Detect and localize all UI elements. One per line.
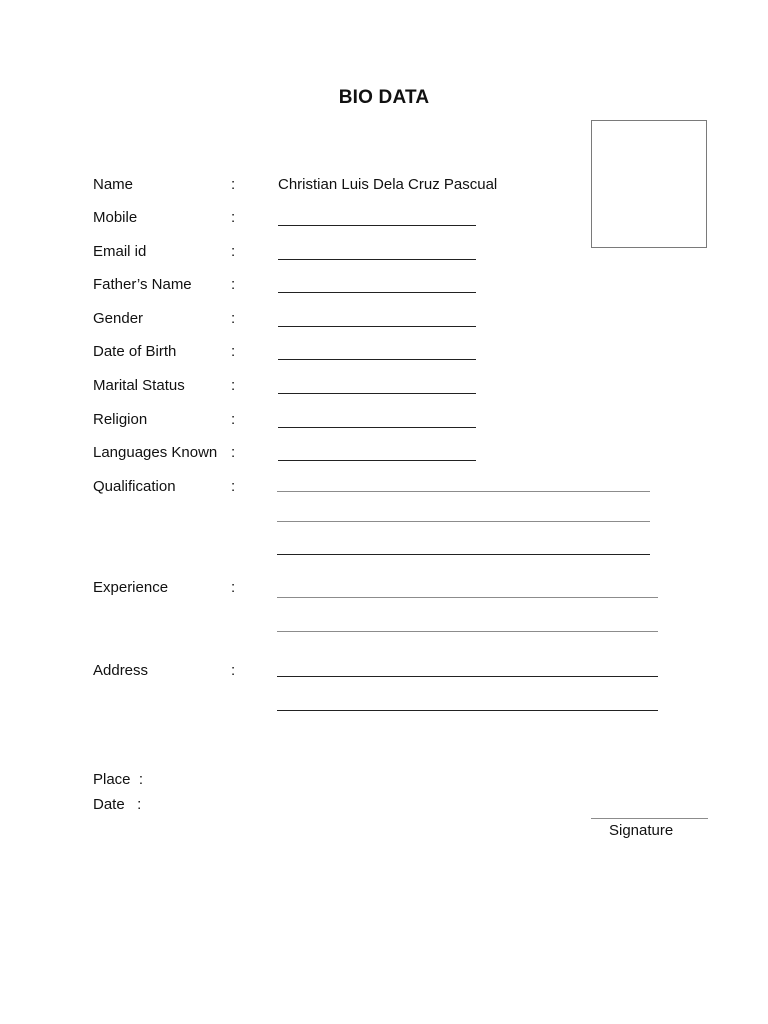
mobile-blank-line: [278, 225, 476, 226]
gender-label: Gender: [93, 310, 144, 327]
gender-colon: :: [231, 310, 236, 327]
qualification-blank-line-3: [277, 554, 650, 555]
father-name-blank-line: [278, 292, 476, 293]
religion-label: Religion: [93, 411, 148, 428]
languages-label: Languages Known: [93, 444, 218, 461]
father-name-label: Father’s Name: [93, 276, 192, 293]
experience-label: Experience: [93, 579, 169, 596]
experience-colon: :: [231, 579, 236, 596]
mobile-colon: :: [231, 209, 236, 226]
dob-colon: :: [231, 343, 236, 360]
father-name-colon: :: [231, 276, 236, 293]
gender-blank-line: [278, 326, 476, 327]
marital-status-label: Marital Status: [93, 377, 185, 394]
address-colon: :: [231, 662, 236, 679]
name-label: Name: [93, 176, 134, 193]
photo-placeholder: [591, 120, 707, 248]
email-colon: :: [231, 243, 236, 260]
signature-line: [591, 818, 708, 819]
qualification-blank-line-1: [277, 491, 650, 492]
place-label: Place :: [93, 771, 144, 788]
languages-colon: :: [231, 444, 236, 461]
date-label: Date :: [93, 796, 142, 813]
qualification-label: Qualification: [93, 478, 176, 495]
religion-colon: :: [231, 411, 236, 428]
religion-blank-line: [278, 427, 476, 428]
mobile-label: Mobile: [93, 209, 138, 226]
page-title: BIO DATA: [338, 87, 430, 108]
languages-blank-line: [278, 460, 476, 461]
address-blank-line-1: [277, 676, 658, 677]
experience-blank-line-2: [277, 631, 658, 632]
marital-status-colon: :: [231, 377, 236, 394]
email-label: Email id: [93, 243, 147, 260]
name-colon: :: [231, 176, 236, 193]
qualification-blank-line-2: [277, 521, 650, 522]
experience-blank-line-1: [277, 597, 658, 598]
dob-label: Date of Birth: [93, 343, 177, 360]
email-blank-line: [278, 259, 476, 260]
marital-status-blank-line: [278, 393, 476, 394]
signature-label: Signature: [609, 822, 674, 839]
address-blank-line-2: [277, 710, 658, 711]
dob-blank-line: [278, 359, 476, 360]
name-value: Christian Luis Dela Cruz Pascual: [278, 176, 498, 193]
qualification-colon: :: [231, 478, 236, 495]
address-label: Address: [93, 662, 149, 679]
